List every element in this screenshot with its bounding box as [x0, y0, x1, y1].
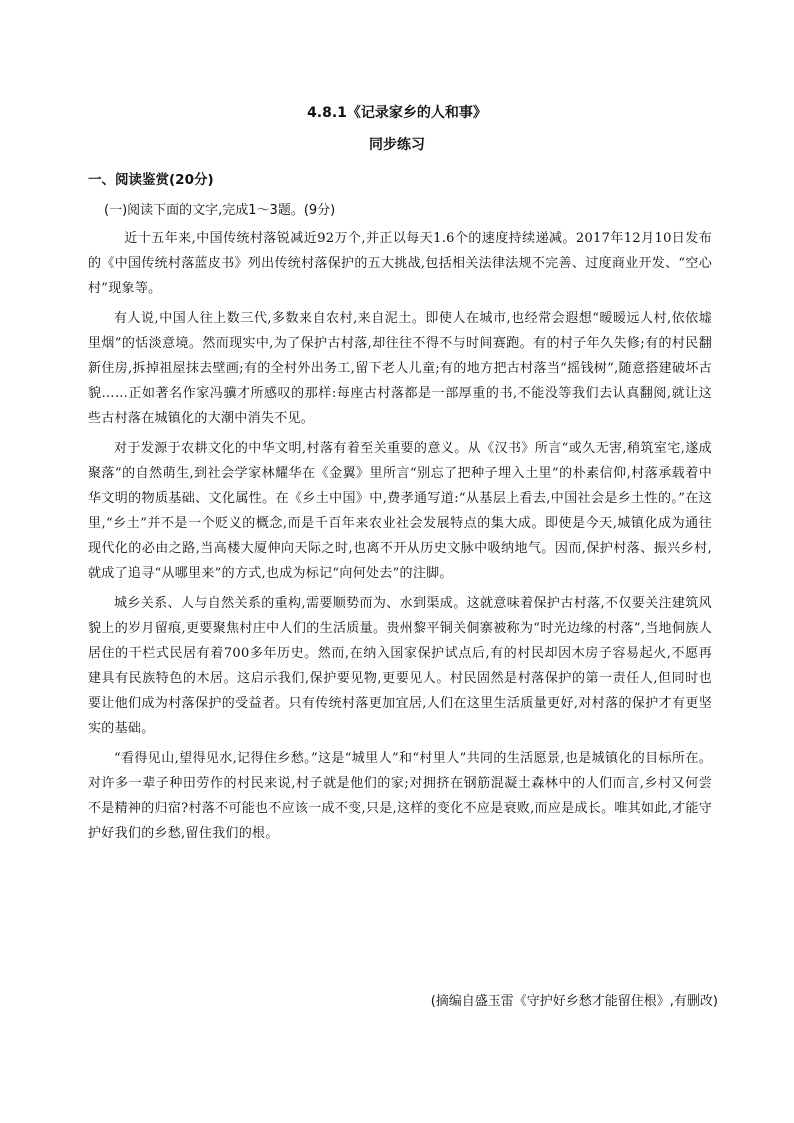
- passage-paragraph: 近十五年来,中国传统村落锐减近92万个,并正以每天1.6个的速度持续递减。2017年12月10日发布的《中国传统村落蓝皮书》列出传统村落保护的五大挑战,包括相关法律法规不完善、过度商业开发、“空心村”现象等。: [88, 231, 712, 296]
- passage-paragraph: 对于发源于农耕文化的中华文明,村落有着至关重要的意义。从《汉书》所言“或久无害,稍筑室宅,遂成聚落”的自然萌生,到社会学家林耀华在《金翼》里所言“别忘了把种子埋入土里”的朴素信仰,村落承载着中华文明的物质基础、文化属性。在《乡土中国》中,费孝通写道:“从基层上看去,中国社会是乡土性的。”在这里,“乡土”并不是一个贬义的概念,而是千百年来农业社会发展特点的集大成。即使是今天,城镇化成为通往现代化的必由之路,当高楼大厦伸向天际之时,也离不开从历史文脉中吸纳地气。因而,保护村落、振兴乡村,就成了追寻“从哪里来”的方式,也成为标记“向何处去”的注脚。: [88, 441, 712, 581]
- passage-paragraph: “看得见山,望得见水,记得住乡愁。”这是“城里人”和“村里人”共同的生活愿景,也是城镇化的目标所在。对许多一辈子种田劳作的村民来说,村子就是他们的家;对拥挤在钢筋混凝土森林中的人们而言,乡村又何尝不是精神的归宿?村落不可能也不应该一成不变,只是,这样的变化不应是衰败,而应是成长。唯其如此,才能守护好我们的乡愁,留住我们的根。: [88, 751, 712, 841]
- passage-paragraph: 有人说,中国人往上数三代,多数来自农村,来自泥土。即使人在城市,也经常会遐想“暧暧远人村,依依墟里烟”的恬淡意境。然而现实中,为了保护古村落,却往往不得不与时间赛跑。有的村子年久失修;有的村民翻新住房,拆掉祖屋抹去壁画;有的全村外出务工,留下老人儿童;有的地方把古村落当“摇钱树”,随意搭建破坏古貌……正如著名作家冯骥才所感叹的那样:每座古村落都是一部厚重的书,不能没等我们去认真翻阅,就让这些古村落在城镇化的大潮中消失不见。: [88, 311, 712, 426]
- question-intro: (一)阅读下面的文字,完成1～3题。(9分): [104, 203, 336, 218]
- document-subtitle: 同步练习: [369, 137, 425, 153]
- document-title: 4.8.1《记录家乡的人和事》: [307, 105, 487, 121]
- source-citation: (摘编自盛玉雷《守护好乡愁才能留住根》,有删改): [430, 994, 718, 1009]
- section-heading: 一、阅读鉴赏(20分): [88, 172, 214, 188]
- passage-paragraph: 城乡关系、人与自然关系的重构,需要顺势而为、水到渠成。这就意味着保护古村落,不仅要关注建筑风貌上的岁月留痕,更要聚焦村庄中人们的生活质量。贵州黎平铜关侗寨被称为“时光边缘的村落”,当地侗族人居住的干栏式民居有着700多年历史。然而,在纳入国家保护试点后,有的村民却因木房子容易起火,不愿再建具有民族特色的木居。这启示我们,保护要见物,更要见人。村民固然是村落保护的第一责任人,但同时也要让他们成为村落保护的受益者。只有传统村落更加宜居,人们在这里生活质量更好,对村落的保护才有更坚实的基础。: [88, 596, 712, 736]
- reading-passage: [88, 226, 712, 851]
